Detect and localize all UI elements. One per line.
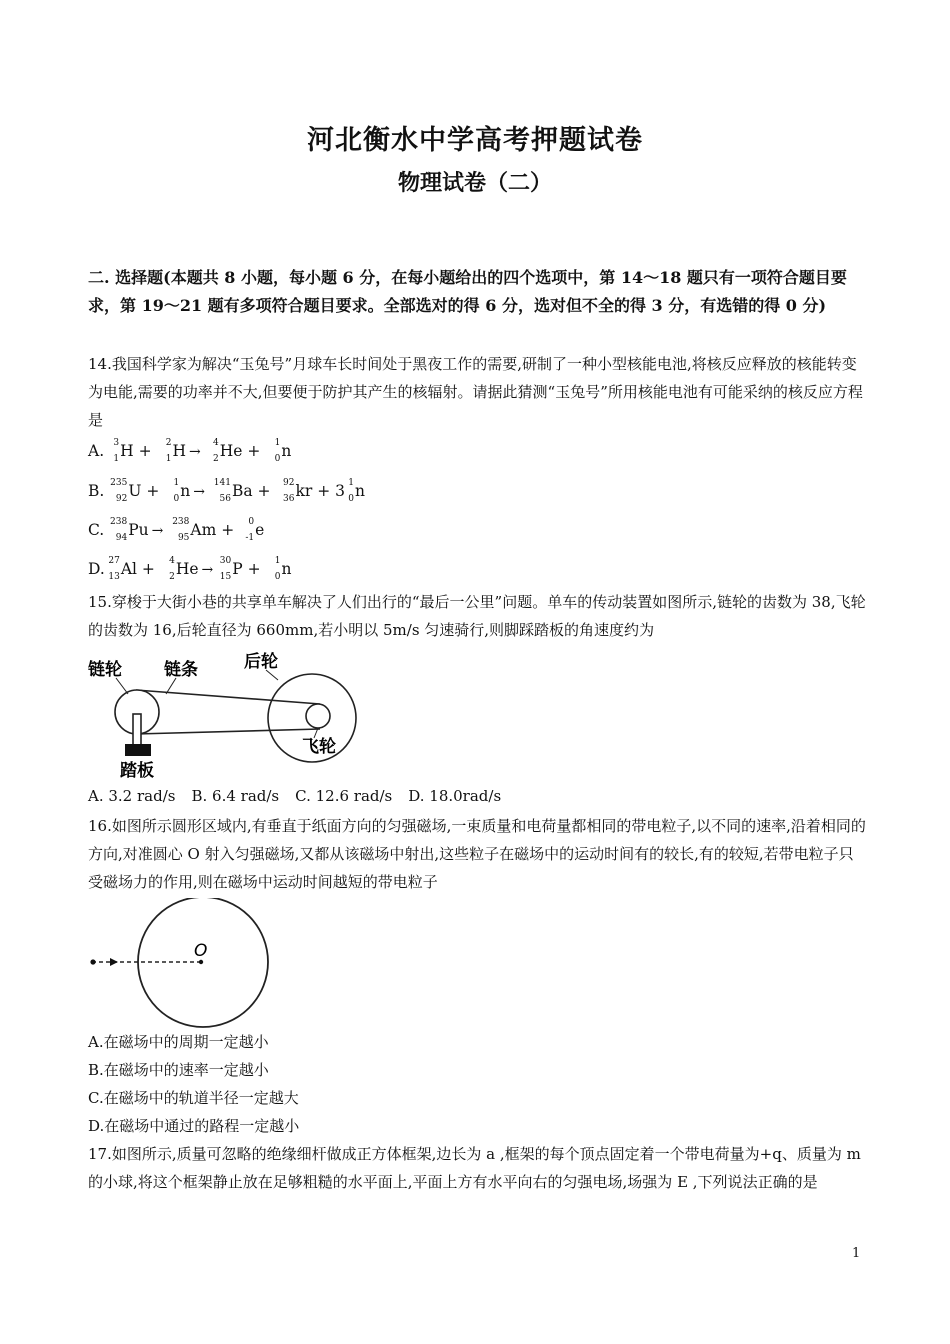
- mass-number: 2: [165, 438, 172, 448]
- question-14-option-c: C. 238 94 Pu → 238 95 Am + 0 -1 e: [88, 517, 265, 543]
- chainring-leader-line: [116, 678, 128, 694]
- mass-number: 30: [219, 556, 232, 566]
- nuclide-symbol: e: [255, 521, 265, 539]
- option-label: A.: [88, 442, 105, 460]
- mass-number: 0: [248, 517, 255, 527]
- mass-number: 238: [172, 517, 190, 527]
- mass-number: 27: [108, 556, 120, 566]
- flywheel-circle: [306, 704, 330, 728]
- nuclide-symbol: He: [219, 442, 243, 460]
- nuclide-symbol: n: [180, 482, 191, 500]
- mass-number: 4: [213, 438, 219, 448]
- nuclide-symbol: kr: [295, 482, 313, 500]
- mass-number: 4: [169, 556, 175, 566]
- question-15-option-a: A. 3.2 rad/s: [88, 787, 176, 805]
- chain-lower-line: [136, 729, 320, 734]
- nuclide-symbol: n: [281, 560, 292, 578]
- chain-upper-line: [136, 690, 320, 704]
- nuclide-symbol: n: [354, 482, 365, 500]
- question-14-option-a: A. 3 1 H + 2 1 H → 4 2 He + 1 0 n: [88, 438, 292, 464]
- option-label: B.: [88, 482, 105, 500]
- pedal-label: 踏板: [120, 761, 154, 781]
- nuclide-symbol: Pu: [128, 521, 149, 539]
- bicycle-transmission-figure: [80, 648, 380, 783]
- rear-wheel-label: 后轮: [244, 652, 278, 672]
- atomic-number: -1: [245, 533, 255, 543]
- atomic-number: 0: [348, 494, 354, 504]
- mass-number: 238: [110, 517, 128, 527]
- mass-number: 1: [274, 556, 281, 566]
- option-label: C.: [88, 521, 105, 539]
- page-title: 河北衡水中学高考押题试卷: [307, 125, 643, 156]
- nuclide-symbol: Al: [120, 560, 137, 578]
- section-heading: 二. 选择题(本题共 8 小题，每小题 6 分，在每小题给出的四个选项中，第 14～18 题只有一项符合题目要求，第 19～21 题有多项符合题目要求。全部选对的得 6 分，选对但不全的得 3 分，有选错的得 0 分): [88, 268, 847, 315]
- question-17-stem: 17.如图所示,质量可忽略的绝缘细杆做成正方体框架,边长为 a ,框架的每个顶点固定着一个带电荷量为+q、质量为 m 的小球,将这个框架静止放在足够粗糙的水平面上,平面上方有水平向右的匀强电场,场强为 E ,下列说法正确的是: [88, 1145, 861, 1191]
- question-16-option-b: B.在磁场中的速率一定越小: [88, 1061, 269, 1079]
- atomic-number: 1: [165, 454, 172, 464]
- arrow-right-icon: [110, 958, 118, 966]
- mass-number: 1: [173, 478, 180, 488]
- nuclide-symbol: Am: [190, 521, 217, 539]
- mass-number: 141: [213, 478, 231, 488]
- nuclide-symbol: U: [128, 482, 142, 500]
- mass-number: 3: [113, 438, 120, 448]
- nuclide-symbol: n: [281, 442, 292, 460]
- particle-source-dot: [90, 959, 95, 964]
- question-15-options: [88, 787, 517, 805]
- nuclide-symbol: He: [175, 560, 199, 578]
- atomic-number: 92: [115, 494, 128, 504]
- chain-leader-line: [166, 678, 176, 694]
- question-16-option-c: C.在磁场中的轨道半径一定越大: [88, 1089, 299, 1107]
- atomic-number: 56: [219, 494, 231, 504]
- nuclide-symbol: H: [172, 442, 187, 460]
- question-16-option-a: A.在磁场中的周期一定越小: [88, 1033, 269, 1051]
- reaction-arrow-icon: →: [189, 444, 201, 460]
- mass-number: 1: [274, 438, 281, 448]
- nuclide-symbol: H: [120, 442, 134, 460]
- atomic-number: 13: [108, 572, 120, 582]
- question-15-stem: 15.穿梭于大街小巷的共享单车解决了人们出行的“最后一公里”问题。单车的传动装置如图所示,链轮的齿数为 38,飞轮的齿数为 16,后轮直径为 660mm,若小明以 5m/s 匀速骑行,则脚踩踏板的角速度约为: [88, 593, 866, 639]
- question-15-option-d: D. 18.0rad/s: [408, 787, 502, 805]
- page-subtitle: 物理试卷（二）: [397, 170, 552, 196]
- atomic-number: 36: [283, 494, 295, 504]
- atomic-number: 2: [213, 454, 219, 464]
- atomic-number: 0: [173, 494, 180, 504]
- pedal-crank: [133, 714, 141, 746]
- atomic-number: 2: [169, 572, 175, 582]
- question-14-option-d: D. 27 13 Al + 4 2 He → 30 15 P + 1 0 n: [88, 556, 292, 582]
- question-16-option-d: D.在磁场中通过的路程一定越小: [88, 1117, 300, 1135]
- question-14-stem: 14.我国科学家为解决“玉兔号”月球车长时间处于黑夜工作的需要,研制了一种小型核能电池,将核反应释放的核能转变为电能,需要的功率并不大,但要便于防护其产生的核辐射。请据此猜测“玉兔号”所用核能电池有可能采纳的核反应方程是: [88, 355, 863, 429]
- atomic-number: 0: [274, 454, 281, 464]
- atomic-number: 0: [274, 572, 281, 582]
- chain-label: 链条: [164, 660, 198, 680]
- chainring-label: 链轮: [88, 660, 122, 680]
- atomic-number: 95: [177, 533, 190, 543]
- question-14-option-b: B. 235 92 U + 1 0 n → 141 56 Ba + 92 36 kr + 3 1 0 n: [88, 478, 365, 504]
- nuclide-symbol: P: [232, 560, 243, 578]
- atomic-number: 94: [115, 533, 128, 543]
- question-16-stem: 16.如图所示圆形区域内,有垂直于纸面方向的匀强磁场,一束质量和电荷量都相同的带电粒子,以不同的速率,沿着相同的方向,对准圆心 O 射入匀强磁场,又都从该磁场中射出,这些粒子在磁场中的运动时间有的较长,有的较短,若带电粒子只受磁场力的作用,则在磁场中运动时间越短的带电粒子: [88, 817, 866, 891]
- coefficient: 3: [335, 482, 345, 500]
- option-label: D.: [88, 560, 105, 578]
- atomic-number: 1: [113, 454, 120, 464]
- question-15-option-b: B. 6.4 rad/s: [191, 787, 280, 805]
- reaction-arrow-icon: →: [193, 484, 205, 500]
- flywheel-label: 飞轮: [302, 737, 336, 757]
- pedal-block: [125, 744, 151, 756]
- nuclide-symbol: Ba: [231, 482, 253, 500]
- mass-number: 1: [348, 478, 354, 488]
- reaction-arrow-icon: →: [201, 562, 214, 578]
- atomic-number: 15: [219, 572, 232, 582]
- reaction-arrow-icon: →: [151, 523, 164, 539]
- magnetic-field-figure: [84, 898, 284, 1028]
- page-number: 1: [852, 1246, 861, 1261]
- center-label: O: [194, 941, 208, 961]
- mass-number: 235: [110, 478, 128, 488]
- mass-number: 92: [283, 478, 295, 488]
- question-15-option-c: C. 12.6 rad/s: [295, 787, 393, 805]
